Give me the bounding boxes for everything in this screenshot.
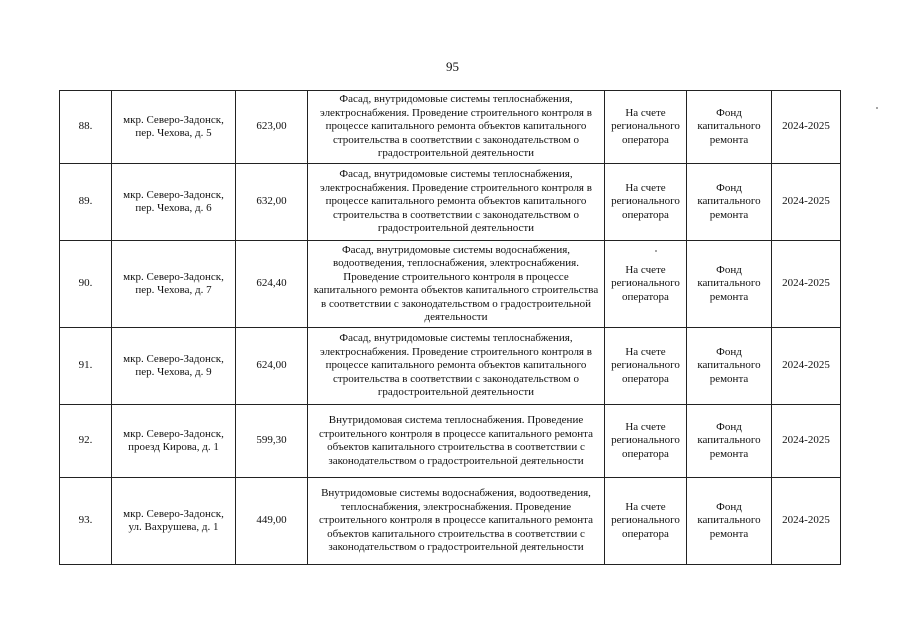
table-row: [60, 91, 841, 164]
row-work-description: Фасад, внутридомовые системы водоснабжения, водоотведения, теплоснабжения, электроснабжения. Проведение строительного контроля в процессе капитального ремонта объектов капитального строительства в соответствии с законодательством о градостроительной деятельности: [308, 241, 605, 328]
row-number: 92.: [60, 405, 112, 478]
row-address: мкр. Северо-Задонск, пер. Чехова, д. 5: [112, 91, 236, 164]
table-row: [60, 405, 841, 478]
scan-speck: [655, 250, 657, 252]
row-address: мкр. Северо-Задонск, пер. Чехова, д. 6: [112, 164, 236, 241]
scan-speck: [876, 107, 878, 109]
row-work-description: Внутридомовые системы водоснабжения, водоотведения, теплоснабжения, электроснабжения. Проведение строительного контроля в процессе капитального ремонта объектов капитального строительства в соответствии с законодательством о градостроительной деятельности: [308, 478, 605, 565]
row-period: 2024-2025: [772, 405, 841, 478]
row-fund: Фонд капитального ремонта: [687, 164, 772, 241]
row-address: мкр. Северо-Задонск, проезд Кирова, д. 1: [112, 405, 236, 478]
row-work-description: Внутридомовая система теплоснабжения. Проведение строительного контроля в процессе капитального ремонта объектов капитального строительства в соответствии с законодательством о градостроительной деятельности: [308, 405, 605, 478]
row-fund: Фонд капитального ремонта: [687, 478, 772, 565]
row-account: На счете регионального оператора: [605, 328, 687, 405]
row-period: 2024-2025: [772, 164, 841, 241]
row-period: 2024-2025: [772, 328, 841, 405]
row-address: мкр. Северо-Задонск, пер. Чехова, д. 9: [112, 328, 236, 405]
page-number: 95: [446, 59, 459, 74]
row-account: На счете регионального оператора: [605, 405, 687, 478]
row-number: 88.: [60, 91, 112, 164]
row-address: мкр. Северо-Задонск, пер. Чехова, д. 7: [112, 241, 236, 328]
table-row: [60, 164, 841, 241]
row-account: На счете регионального оператора: [605, 91, 687, 164]
row-amount: 449,00: [236, 478, 308, 565]
row-fund: Фонд капитального ремонта: [687, 241, 772, 328]
row-number: 93.: [60, 478, 112, 565]
row-period: 2024-2025: [772, 91, 841, 164]
row-work-description: Фасад, внутридомовые системы теплоснабжения, электроснабжения. Проведение строительного контроля в процессе капитального ремонта объектов капитального строительства в соответствии с законодательством о градостроительной деятельности: [308, 328, 605, 405]
row-fund: Фонд капитального ремонта: [687, 405, 772, 478]
row-period: 2024-2025: [772, 241, 841, 328]
row-amount: 599,30: [236, 405, 308, 478]
row-period: 2024-2025: [772, 478, 841, 565]
table-row: [60, 478, 841, 565]
row-fund: Фонд капитального ремонта: [687, 91, 772, 164]
row-number: 90.: [60, 241, 112, 328]
table-row: [60, 241, 841, 328]
table-row: [60, 328, 841, 405]
row-account: На счете регионального оператора: [605, 478, 687, 565]
row-account: На счете регионального оператора: [605, 164, 687, 241]
row-fund: Фонд капитального ремонта: [687, 328, 772, 405]
row-amount: 624,00: [236, 328, 308, 405]
row-number: 91.: [60, 328, 112, 405]
row-work-description: Фасад, внутридомовые системы теплоснабжения, электроснабжения. Проведение строительного контроля в процессе капитального ремонта объектов капитального строительства в соответствии с законодательством о градостроительной деятельности: [308, 164, 605, 241]
row-amount: 623,00: [236, 91, 308, 164]
repair-program-table: [59, 90, 841, 565]
row-number: 89.: [60, 164, 112, 241]
row-amount: 632,00: [236, 164, 308, 241]
row-amount: 624,40: [236, 241, 308, 328]
row-address: мкр. Северо-Задонск, ул. Вахрушева, д. 1: [112, 478, 236, 565]
row-work-description: Фасад, внутридомовые системы теплоснабжения, электроснабжения. Проведение строительного контроля в процессе капитального ремонта объектов капитального строительства в соответствии с законодательством о градостроительной деятельности: [308, 91, 605, 164]
row-account: На счете регионального оператора: [605, 241, 687, 328]
